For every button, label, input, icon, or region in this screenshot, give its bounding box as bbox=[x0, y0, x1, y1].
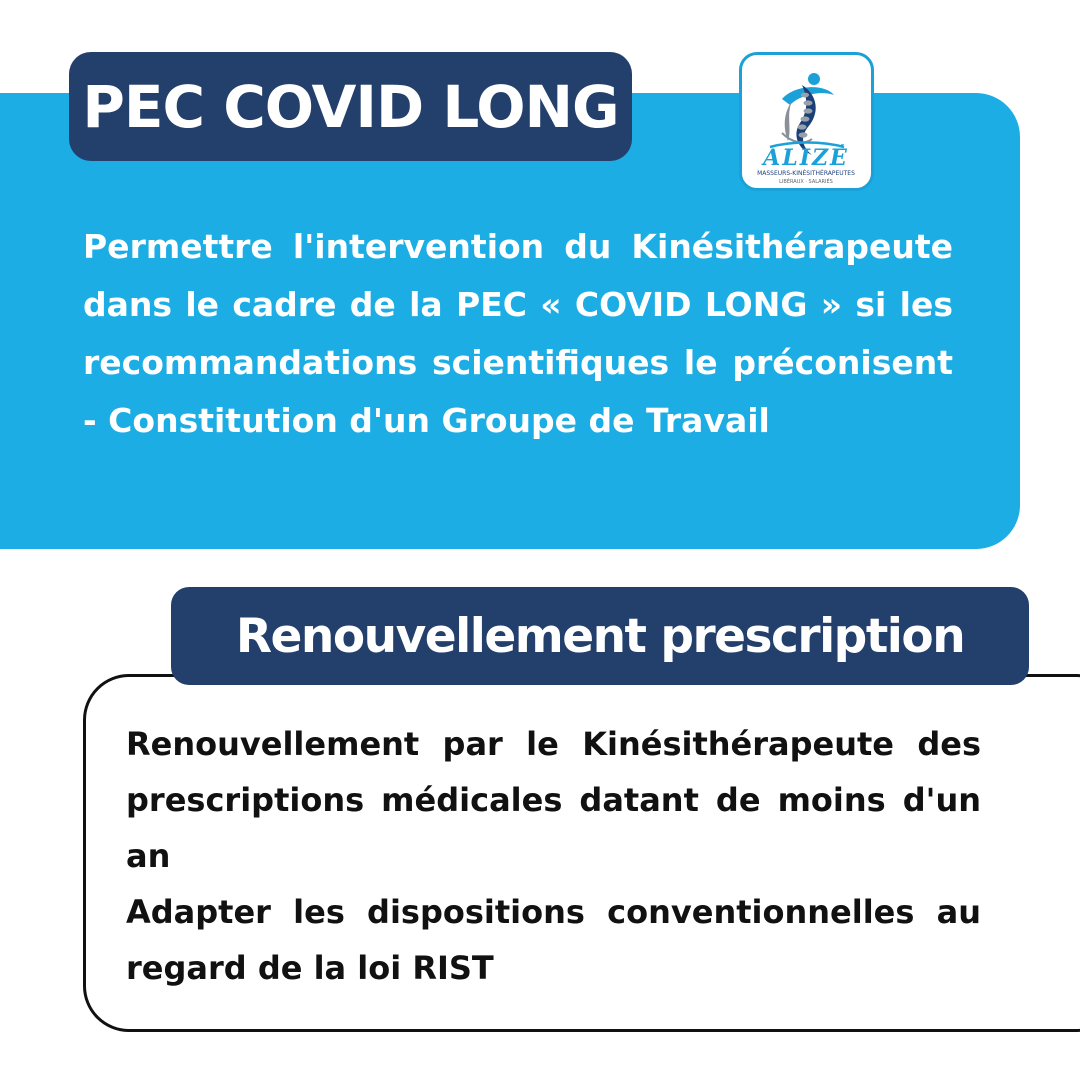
alize-logo bbox=[739, 52, 874, 191]
alize-logo-graphic bbox=[742, 55, 871, 188]
covid-description: Permettre l'intervention du Kinésithérapeute dans le cadre de la PEC « COVID LONG » si les recommandations scientifiques le préconisent - Constitution d'un Groupe de Travail bbox=[83, 227, 953, 440]
prescription-text bbox=[126, 716, 981, 996]
logo-line2: LIBÉRAUX · SALARIÉS bbox=[779, 179, 833, 185]
logo-name: ALIZÉ bbox=[763, 145, 849, 171]
prescription-paragraph-2: Adapter les dispositions conventionnelles au regard de la loi RIST bbox=[126, 893, 981, 987]
logo-line1: MASSEURS-KINÉSITHÉRAPEUTES bbox=[757, 170, 855, 177]
prescription-paragraph-1: Renouvellement par le Kinésithérapeute des prescriptions médicales datant de moins d'un an bbox=[126, 725, 981, 875]
section-subtitle: Renouvellement prescription bbox=[171, 587, 1029, 685]
page-title: PEC COVID LONG bbox=[69, 52, 632, 161]
